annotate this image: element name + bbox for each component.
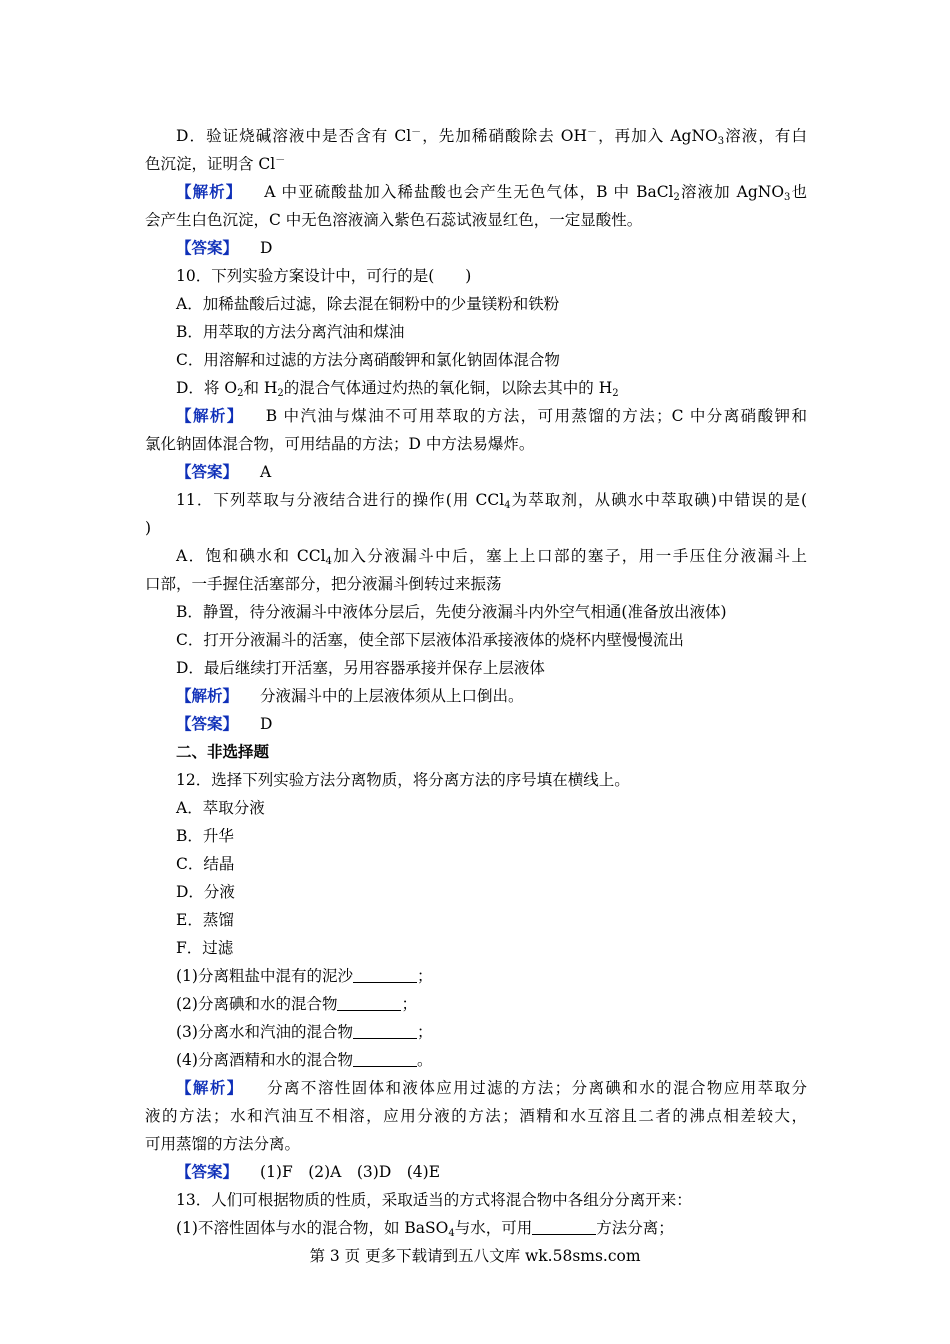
q11-option-d: D．最后继续打开活塞，另用容器承接并保存上层液体 [176, 659, 545, 677]
q9-analysis: 【解析】 A 中亚硫酸盐加入稀盐酸也会产生无色气体，B 中 BaCl$_2$溶液加 AgNO$_3$也 [176, 182, 807, 203]
analysis-tag: 【解析】 [176, 686, 239, 705]
q12-option-b: B．升华 [176, 827, 234, 845]
q13-sub1: (1)不溶性固体与水的混合物，如 BaSO$_4$与水，可用 方法分离； [176, 1219, 674, 1239]
q12-sub2: (2)分离碘和水的混合物 ； [176, 995, 417, 1013]
q9-analysis-cont: 会产生白色沉淀，C 中无色溶液滴入紫色石蕊试液显红色，一定显酸性。 [145, 211, 643, 229]
page-footer: 第 3 页 更多下载请到五八文库 wk.58sms.com [309, 1247, 641, 1265]
answer-blank[interactable] [337, 994, 401, 1011]
q12-option-d: D．分液 [176, 883, 235, 901]
q10-option-b: B．用萃取的方法分离汽油和煤油 [176, 323, 405, 341]
q9-answer: 【答案】 D [176, 238, 273, 257]
q10-answer: 【答案】 A [176, 462, 272, 481]
q9-option-d-cont: 色沉淀，证明含 Cl－ [145, 155, 286, 173]
q12-sub4: (4)分离酒精和水的混合物 。 [176, 1051, 433, 1069]
analysis-tag: 【解析】 [176, 1078, 244, 1097]
answer-tag: 【答案】 [176, 714, 239, 733]
q12-stem: 12．选择下列实验方法分离物质，将分离方法的序号填在横线上。 [176, 771, 630, 789]
q11-option-a: A．饱和碘水和 CCl$_4$加入分液漏斗中后，塞上上口部的塞子，用一手压住分液漏斗上 [176, 547, 807, 567]
q12-sub3: (3)分离水和汽油的混合物 ； [176, 1023, 433, 1041]
answer-blank[interactable] [353, 966, 417, 983]
q10-option-c: C．用溶解和过滤的方法分离硝酸钾和氯化钠固体混合物 [176, 351, 560, 369]
q12-analysis-cont2: 可用蒸馏的方法分离。 [145, 1135, 301, 1153]
section-title: 二、非选择题 [176, 742, 270, 761]
q12-option-f: F．过滤 [176, 939, 234, 957]
q11-option-c: C．打开分液漏斗的活塞，使全部下层液体沿承接液体的烧杯内壁慢慢流出 [176, 631, 684, 649]
q11-option-a-cont: 口部，一手握住活塞部分，把分液漏斗倒转过来振荡 [145, 575, 502, 593]
q10-analysis-cont: 氯化钠固体混合物，可用结晶的方法；D 中方法易爆炸。 [145, 435, 535, 453]
q12-sub1: (1)分离粗盐中混有的泥沙 ； [176, 967, 433, 985]
q12-option-e: E．蒸馏 [176, 911, 234, 929]
q11-analysis: 【解析】 分液漏斗中的上层液体须从上口倒出。 [176, 686, 524, 705]
q12-option-c: C．结晶 [176, 855, 235, 873]
answer-tag: 【答案】 [176, 1162, 239, 1181]
analysis-tag: 【解析】 [176, 406, 244, 425]
q9-option-d: D．验证烧碱溶液中是否含有 Cl－，先加稀硝酸除去 OH－，再加入 AgNO$_3$溶液，有白 [176, 127, 807, 147]
answer-blank[interactable] [353, 1022, 417, 1039]
q11-option-b: B．静置，待分液漏斗中液体分层后，先使分液漏斗内外空气相通(准备放出液体) [176, 603, 727, 621]
q13-stem: 13．人们可根据物质的性质，采取适当的方式将混合物中各组分分离开来： [176, 1191, 692, 1209]
q12-analysis-cont: 液的方法；水和汽油互不相溶，应用分液的方法；酒精和水互溶且二者的沸点相差较大， [145, 1107, 807, 1125]
page-content [145, 122, 807, 1242]
q10-stem: 10．下列实验方案设计中，可行的是( ) [176, 267, 472, 285]
answer-blank[interactable] [353, 1050, 417, 1067]
q10-analysis: 【解析】 B 中汽油与煤油不可用萃取的方法，可用蒸馏的方法；C 中分离硝酸钾和 [176, 406, 807, 425]
answer-blank[interactable] [532, 1218, 596, 1235]
q10-option-a: A．加稀盐酸后过滤，除去混在铜粉中的少量镁粉和铁粉 [176, 295, 560, 313]
q11-stem: 11．下列萃取与分液结合进行的操作(用 CCl$_4$为萃取剂，从碘水中萃取碘)中错误的是( [176, 491, 807, 511]
answer-tag: 【答案】 [176, 238, 239, 257]
q12-answer: 【答案】 (1)F (2)A (3)D (4)E [176, 1162, 441, 1181]
answer-tag: 【答案】 [176, 462, 239, 481]
q12-analysis: 【解析】 分离不溶性固体和液体应用过滤的方法；分离碘和水的混合物应用萃取分 [176, 1078, 807, 1097]
q11-stem-cont: ) [145, 519, 152, 537]
analysis-tag: 【解析】 [176, 182, 243, 201]
q10-option-d: D．将 $O_2$和 $H_2$的混合气体通过灼热的氧化铜，以除去其中的 $H_2$ [176, 379, 619, 399]
q11-answer: 【答案】 D [176, 714, 273, 733]
q12-option-a: A．萃取分液 [176, 799, 265, 817]
